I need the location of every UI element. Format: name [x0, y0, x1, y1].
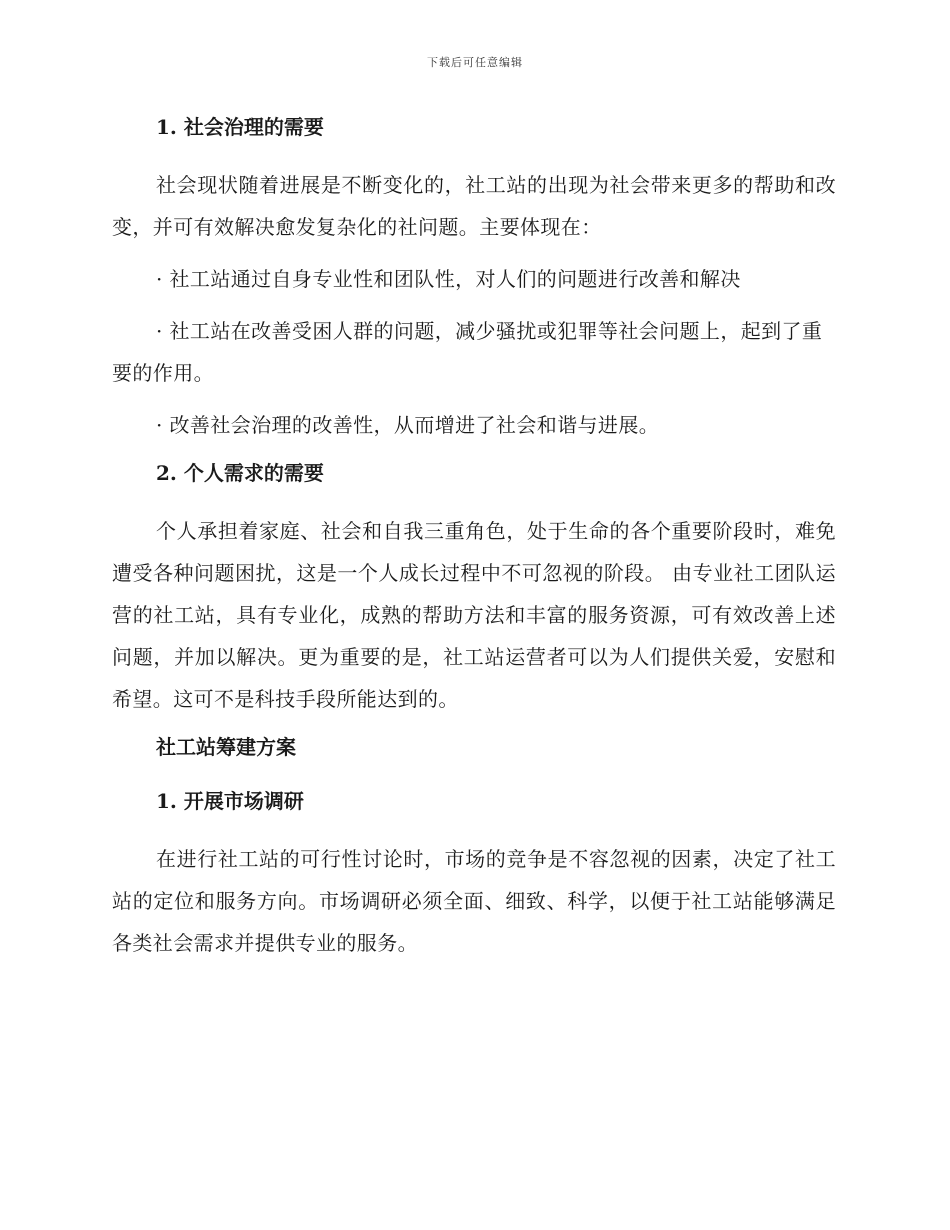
document-body: [112, 110, 836, 974]
section-heading-construction-plan: 社工站筹建方案: [156, 735, 296, 759]
bullet-item-2: · 社工站在改善受困人群的问题，减少骚扰或犯罪等社会问题上，起到了重要的作用。: [112, 319, 823, 385]
bullet-item-3: · 改善社会治理的改善性，从而增进了社会和谐与进展。: [156, 413, 660, 437]
section-heading-market-research: 1. 开展市场调研: [156, 789, 304, 813]
section-heading-social-governance: 1. 社会治理的需要: [156, 115, 324, 139]
paragraph-personal-needs: 个人承担着家庭、社会和自我三重角色，处于生命的各个重要阶段时，难免遭受各种问题困扰，这是一个人成长过程中不可忽视的阶段。 由专业社工团队运营的社工站，具有专业化，成熟的帮助方法和丰富的服务资源，可有效改善上述问题，并加以解决。更为重要的是，社工站运营者可以为人们提供关爱，安慰和希望。这可不是科技手段所能达到的。: [112, 519, 836, 711]
paragraph-market-research: 在进行社工站的可行性讨论时，市场的竞争是不容忽视的因素，决定了社工站的定位和服务方向。市场调研必须全面、细致、科学，以便于社工站能够满足各类社会需求并提供专业的服务。: [112, 847, 836, 955]
page-header: 下载后可任意编辑: [427, 56, 523, 69]
section-heading-personal-needs: 2. 个人需求的需要: [156, 461, 324, 485]
paragraph-social-governance: 社会现状随着进展是不断变化的，社工站的出现为社会带来更多的帮助和改变，并可有效解决愈发复杂化的社问题。主要体现在：: [112, 173, 836, 239]
bullet-item-1: · 社工站通过自身专业性和团队性，对人们的问题进行改善和解决: [156, 267, 741, 291]
